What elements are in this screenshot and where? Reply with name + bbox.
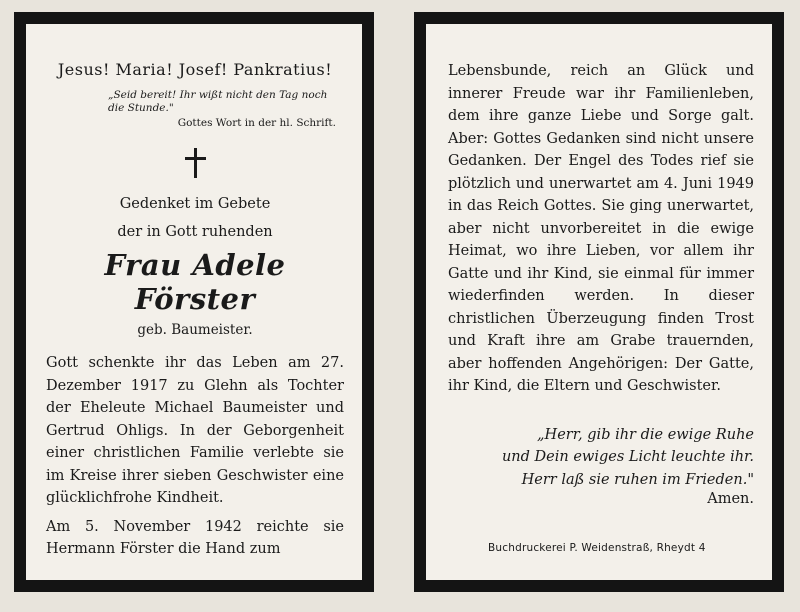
amen: Amen. xyxy=(707,491,754,507)
deceased-name: Frau Adele Förster xyxy=(104,248,286,316)
left-page-content xyxy=(26,24,362,580)
right-page-content xyxy=(426,24,772,580)
biography-paragraph-1: Gott schenkte ihr das Leben am 27. Dezember 1917 zu Glehn als Tochter der Eheleute Michael Baumeister und Gertrud Ohligs. In der Geborgenheit einer christlichen Familie verlebte sie im Kreise ihrer sieben Geschwister eine glücklichfrohe Kindheit. xyxy=(46,355,344,506)
biography-paragraph-3: Lebensbunde, reich an Glück und innerer Freude war ihr Familienleben, dem ihre ganze Liebe und Sorge galt. Aber: Gottes Gedanken sind nicht unsere Gedanken. Der Engel des Todes rief sie plötzlich und unerwartet am 4. Juni 1949 in das Reich Gottes. Sie ging unerwartet, aber nicht unvorbereitet in die ewige Heimat, wo ihre Lieben, vor allem ihr Gatte und ihr Kind, sie einmal für immer wiederfinden werden. In dieser christlichen Überzeugung finden Trost und Kraft ihre am Grabe trauernden, aber hoffenden Angehörigen: Der Gatte, ihr Kind, die Eltern und Geschwister. xyxy=(448,63,754,394)
motto-source: Gottes Wort in der hl. Schrift. xyxy=(177,117,336,129)
biography-paragraph-2: Am 5. November 1942 reichte sie Hermann Förster die Hand zum xyxy=(46,518,344,557)
line-ruhenden: der in Gott ruhenden xyxy=(117,224,273,240)
prayer-line: und Dein ewiges Licht leuchte ihr. xyxy=(501,449,754,465)
latin-cross-icon xyxy=(184,148,206,178)
left-card-page xyxy=(14,12,374,592)
right-card-page xyxy=(414,12,784,592)
prayer-line: Herr laß sie ruhen im Frieden." xyxy=(521,471,754,488)
birth-name: geb. Baumeister. xyxy=(137,322,253,338)
motto-quote: „Seid bereit! Ihr wißt nicht den Tag noch die Stunde." xyxy=(108,89,328,114)
line-gedenket: Gedenket im Gebete xyxy=(119,196,271,212)
prayer-line: „Herr, gib ihr die ewige Ruhe xyxy=(537,426,754,443)
invocation: Jesus! Maria! Josef! Pankratius! xyxy=(57,60,333,79)
printer-credit: Buchdruckerei P. Weidenstraß, Rheydt 4 xyxy=(488,542,706,554)
closing-prayer xyxy=(448,424,754,492)
